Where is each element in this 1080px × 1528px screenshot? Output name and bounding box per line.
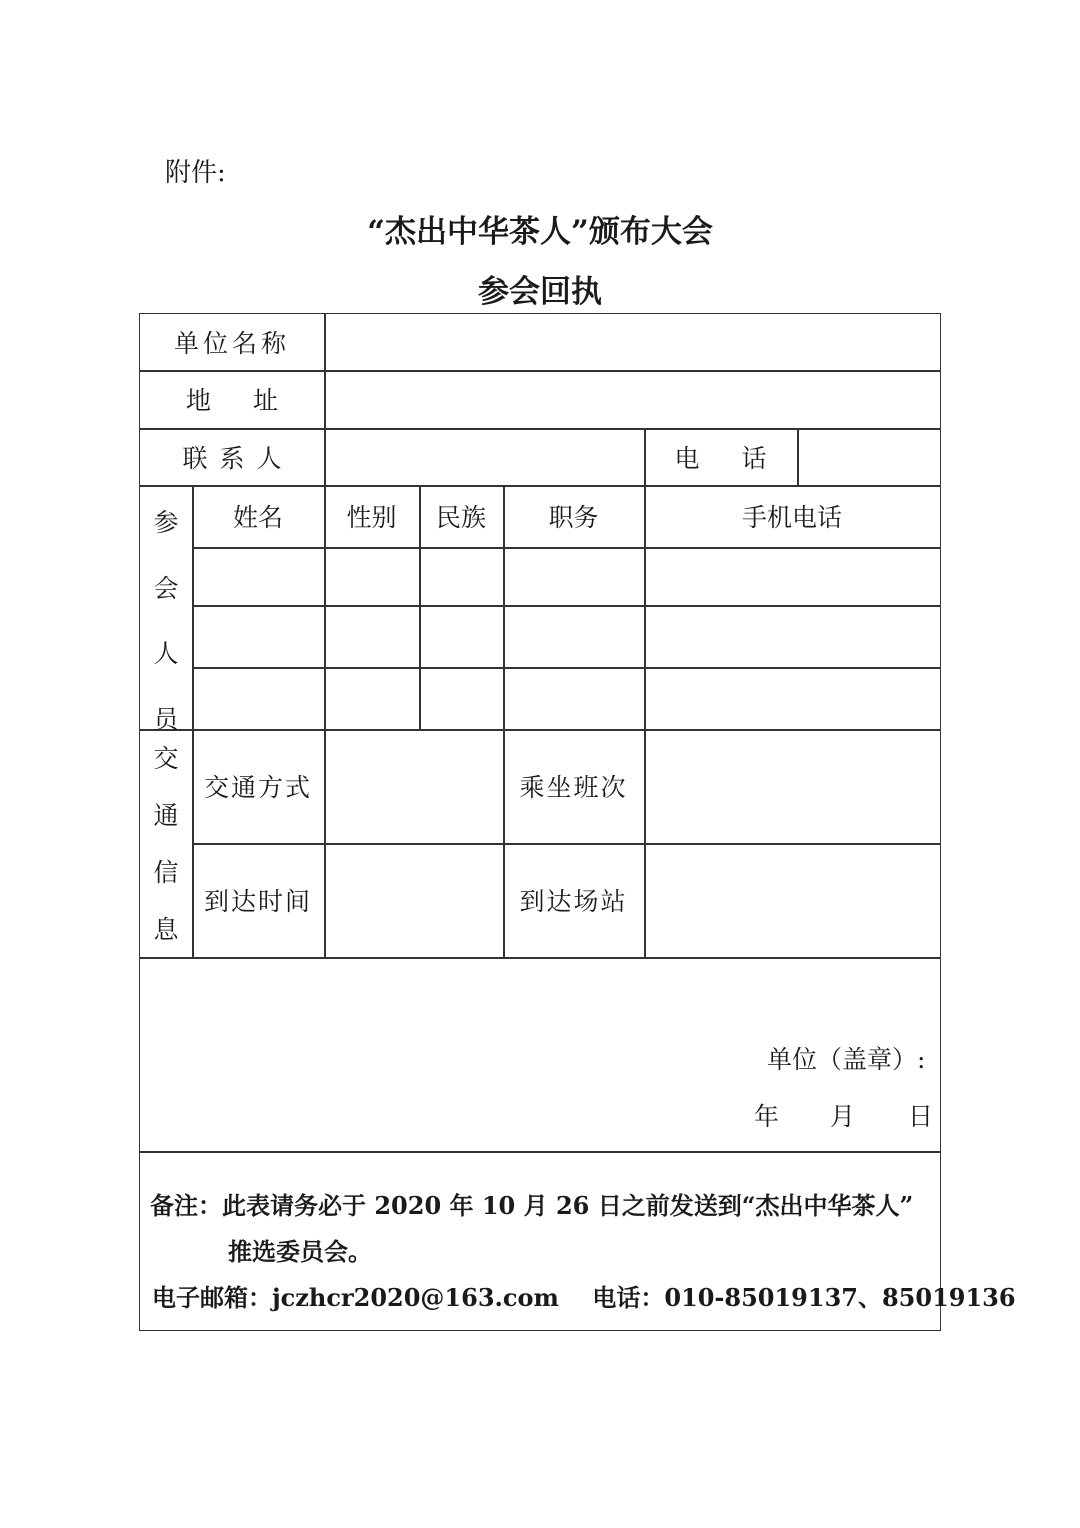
attendee-mobile-cell[interactable] xyxy=(650,553,938,601)
row-divider xyxy=(140,957,940,959)
row-divider xyxy=(193,547,940,549)
attendee-ethnicity-cell[interactable] xyxy=(425,553,501,601)
train-flight-label: 乘坐班次 xyxy=(519,773,628,802)
arrival-station-label: 到达场站 xyxy=(519,887,628,916)
col-divider xyxy=(324,485,326,957)
arrival-time-label: 到达时间 xyxy=(203,887,312,916)
train-flight-field[interactable] xyxy=(650,735,938,839)
attendee-position-cell[interactable] xyxy=(509,673,642,725)
note-deadline: 备注：此表请务必于 2020 年 10 月 26 日之前发送到“杰出中华茶人” xyxy=(150,1191,914,1220)
phone-label: 电 话 xyxy=(674,443,767,473)
attendee-gender-cell[interactable] xyxy=(330,611,417,663)
col-header-ethnicity: 民族 xyxy=(435,503,486,532)
arrival-station-field[interactable] xyxy=(650,849,938,953)
col-divider xyxy=(797,428,799,485)
attendee-ethnicity-cell[interactable] xyxy=(425,611,501,663)
transport-mode-label: 交通方式 xyxy=(203,773,312,802)
note-contact-info: 电子邮箱：jczhcr2020@163.com 电话：010-85019137、85019136 xyxy=(152,1283,1016,1312)
attendee-ethnicity-cell[interactable] xyxy=(425,673,501,725)
arrival-time-field[interactable] xyxy=(330,849,501,953)
attendee-mobile-cell[interactable] xyxy=(650,673,938,725)
date-month-label: 月 xyxy=(830,1102,856,1131)
col-header-name: 姓名 xyxy=(232,503,283,532)
col-divider xyxy=(644,485,646,957)
col-header-position: 职务 xyxy=(548,503,599,532)
row-divider xyxy=(140,1151,940,1153)
address-label: 地 址 xyxy=(186,386,278,415)
row-divider xyxy=(193,667,940,669)
phone-field[interactable] xyxy=(803,434,937,481)
address-field[interactable] xyxy=(330,376,936,424)
attendee-position-cell[interactable] xyxy=(509,553,642,601)
attachment-label: 附件: xyxy=(165,158,226,188)
contact-person-field[interactable] xyxy=(330,434,642,481)
unit-name-field[interactable] xyxy=(330,320,936,366)
attendee-gender-cell[interactable] xyxy=(330,673,417,725)
note-committee: 推选委员会。 xyxy=(228,1237,372,1266)
contact-person-label: 联 系 人 xyxy=(182,443,282,473)
attendee-name-cell[interactable] xyxy=(198,673,322,725)
attendee-mobile-cell[interactable] xyxy=(650,611,938,663)
unit-name-label: 单位名称 xyxy=(173,329,290,358)
date-day-label: 日 xyxy=(908,1102,934,1131)
col-divider xyxy=(324,314,326,485)
page-subtitle: 参会回执 xyxy=(478,274,602,310)
attendee-gender-cell[interactable] xyxy=(330,553,417,601)
attendee-name-cell[interactable] xyxy=(198,611,322,663)
attendee-position-cell[interactable] xyxy=(509,611,642,663)
row-divider xyxy=(193,605,940,607)
page-title: “杰出中华茶人”颁布大会 xyxy=(367,214,713,250)
seal-label: 单位（盖章）: xyxy=(767,1045,926,1074)
col-header-mobile: 手机电话 xyxy=(741,503,842,532)
col-header-gender: 性别 xyxy=(346,503,397,532)
attendee-name-cell[interactable] xyxy=(198,553,322,601)
receipt-form-table xyxy=(139,313,1016,1331)
date-year-label: 年 xyxy=(754,1102,780,1131)
transport-mode-field[interactable] xyxy=(330,735,501,839)
attendees-section-label: 参 会 人 员 xyxy=(153,508,179,734)
transport-section-label: 交 通 信 息 xyxy=(153,744,179,944)
